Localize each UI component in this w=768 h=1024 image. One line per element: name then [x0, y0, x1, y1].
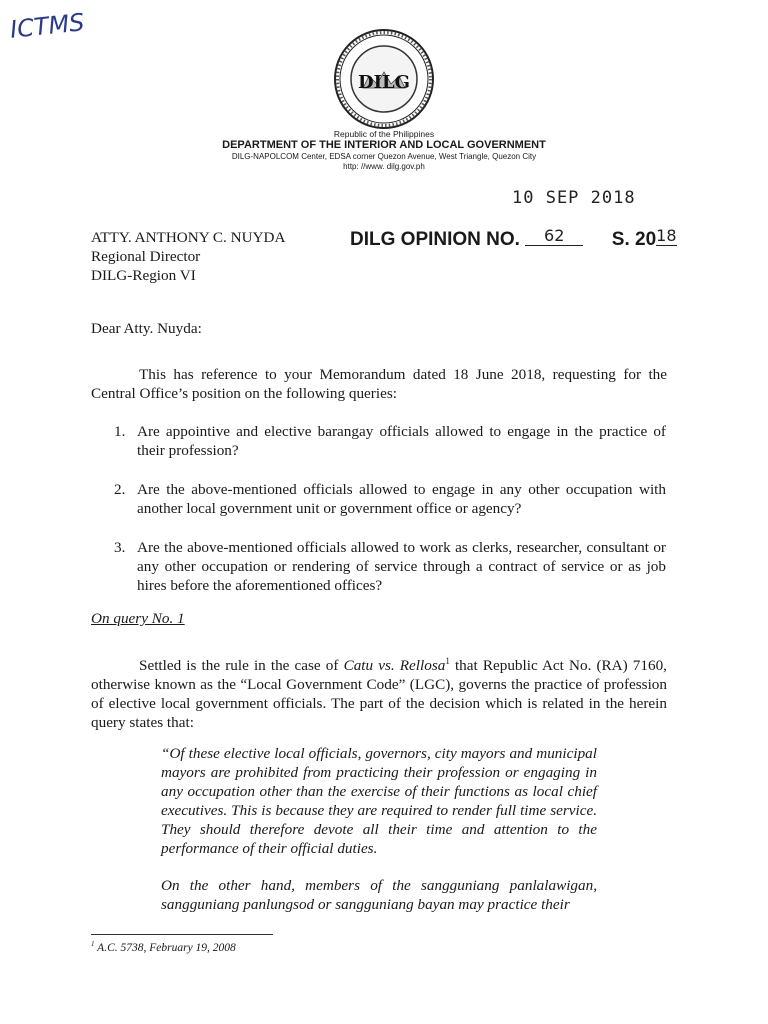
addressee-position: Regional Director: [91, 248, 201, 265]
body-paragraph: [91, 652, 667, 732]
intro-paragraph: This has reference to your Memorandum dated 18 June 2018, requesting for the Central Office’s position on the following queries:: [91, 366, 667, 402]
query-text: Are appointive and elective barangay officials allowed to engage in the practice of their profession?: [137, 423, 666, 459]
paragraph-part2: that Republic Act No. (RA) 7160, otherwise known as the “Local Government Code” (LGC), governs the practice of profession of elective local government officials. The part of the decision which is related in the herein query states that:: [91, 657, 667, 732]
seal-text: DILG: [357, 72, 411, 93]
case-name: Catu vs. Rellosa: [343, 657, 446, 675]
salutation: Dear Atty. Nuyda:: [91, 320, 202, 337]
footnote-mark: 1: [91, 940, 95, 948]
query-item: [114, 480, 666, 518]
quote-paragraph-1: “Of these elective local officials, governors, city mayors and municipal mayors are prohibited from practicing their profession or engaging in any occupation other than the exercise of their functions as local chief executives. This is because they are required to render full time service. They should therefore devote all their time and attention to the performance of their official duties.: [161, 745, 597, 857]
opinion-number: 62: [525, 226, 583, 246]
footnote: [91, 940, 236, 954]
opinion-prefix: DILG OPINION NO.: [350, 229, 520, 250]
query-number: 3.: [114, 539, 126, 556]
paragraph-part1: Settled is the rule in the case of: [139, 657, 344, 675]
addressee-office: DILG-Region VI: [91, 267, 196, 284]
republic-line: Republic of the Philippines: [333, 129, 435, 139]
stamped-date: 10 SEP 2018: [512, 188, 636, 208]
addressee-name: ATTY. ANTHONY C. NUYDA: [91, 229, 286, 246]
block-quote: [161, 744, 597, 914]
query-number: 1.: [114, 423, 126, 440]
query-item: [114, 422, 666, 460]
handwritten-annotation: ICTMS: [8, 8, 86, 44]
opinion-series-year: 18: [656, 226, 677, 245]
opinion-series-prefix: S. 20: [611, 229, 657, 250]
department-name: DEPARTMENT OF THE INTERIOR AND LOCAL GOVERNMENT: [222, 139, 546, 151]
dilg-seal: [333, 28, 435, 130]
section-heading: On query No. 1: [91, 610, 185, 627]
footnote-separator: [91, 934, 273, 935]
opinion-number-stamp: [350, 226, 677, 251]
department-address: DILG-NAPOLCOM Center, EDSA corner Quezon Avenue, West Triangle, Quezon City: [231, 152, 537, 161]
footnote-reference[interactable]: 1: [445, 656, 450, 666]
query-text: Are the above-mentioned officials allowed to work as clerks, researcher, consultant or any other occupation or rendering of service through a contract of service or as job hires before the aforementioned offices?: [137, 539, 666, 594]
department-website[interactable]: http: //www. dilg.gov.ph: [343, 162, 425, 171]
quote-paragraph-2: On the other hand, members of the sangguniang panlalawigan, sangguniang panlungsod or sangguniang bayan may practice their: [161, 877, 597, 913]
footnote-text: A.C. 5738, February 19, 2008: [97, 941, 236, 954]
query-item: [114, 538, 666, 595]
addressee-block: [91, 228, 285, 285]
query-text: Are the above-mentioned officials allowed to engage in any other occupation with another local government unit or government office or agency?: [137, 481, 666, 517]
query-number: 2.: [114, 481, 126, 498]
